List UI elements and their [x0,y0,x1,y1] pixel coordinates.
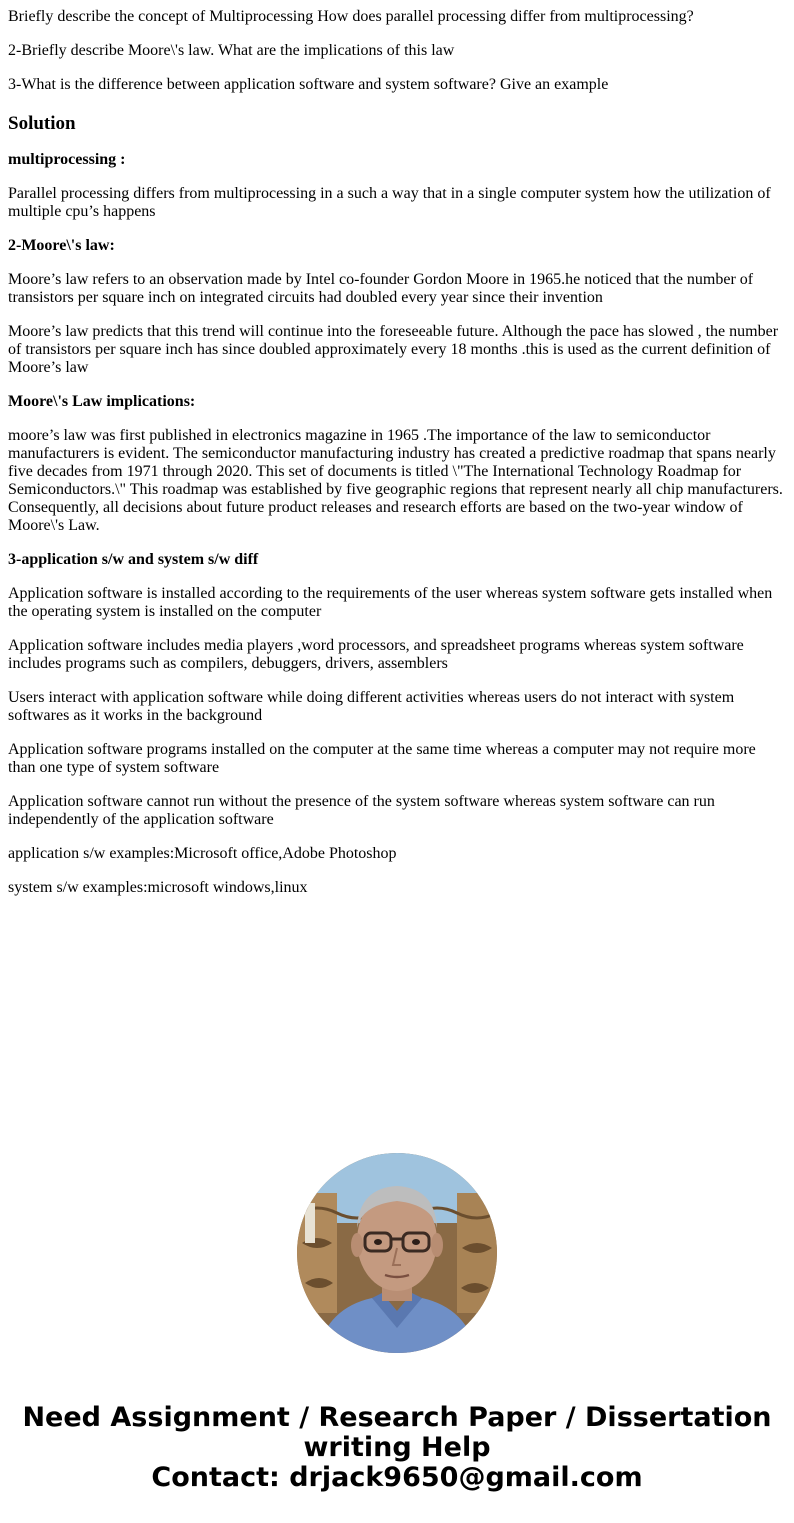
software-paragraph: Application software cannot run without the presence of the system software whereas system software can run independently of the application software [8,793,715,828]
moore-paragraph: Moore’s law predicts that this trend will continue into the foreseeable future. Although the pace has slowed , the number of transistors per square inch has since doubled approximately every 18 months .this is used as the current definition of Moore’s law [8,323,779,376]
avatar [297,1153,497,1353]
implications-text: moore’s law was first published in electronics magazine in 1965 .The importance of the law to semiconductor manufacturers is evident. The semiconductor manufacturing industry has created a predictive roadmap that spans nearly five decades from 1971 through 2020. This set of documents is titled \"The International Technology Roadmap for Semiconductors.\" This roadmap was established by five geographic regions that represent nearly all chip manufacturers. Consequently, all decisions about future product releases and research efforts are based on the two-year window of Moore\'s Law. [8,427,783,534]
system-examples: system s/w examples:microsoft windows,linux [8,879,308,896]
solution-heading: Solution [8,113,76,134]
multiprocessing-heading: multiprocessing : [8,151,126,168]
promo-line-1: Need Assignment / Research Paper / Dissertation [22,1402,772,1433]
question-1: Briefly describe the concept of Multiprocessing How does parallel processing differ from multiprocessing? [8,8,694,25]
software-paragraph: Application software is installed according to the requirements of the user whereas system software gets installed when the operating system is installed on the computer [8,585,773,620]
portrait-image [297,1153,497,1353]
promo-line-2: writing Help [303,1432,491,1463]
moore-paragraph: Moore’s law refers to an observation made by Intel co-founder Gordon Moore in 1965.he noticed that the number of transistors per square inch on integrated circuits had doubled every year since their invention [8,271,754,306]
multiprocessing-text: Parallel processing differs from multiprocessing in a such a way that in a single computer system how the utilization of multiple cpu’s happens [8,185,771,220]
question-3: 3-What is the difference between application software and system software? Give an example [8,76,609,93]
moore-heading: 2-Moore\'s law: [8,237,115,254]
software-paragraph: Application software programs installed on the computer at the same time whereas a computer may not require more than one type of system software [8,741,756,776]
software-paragraph: Users interact with application software while doing different activities whereas users do not interact with system softwares as it works in the background [8,689,735,724]
promo-banner [0,1403,794,1493]
question-2: 2-Briefly describe Moore\'s law. What are the implications of this law [8,42,455,59]
implications-heading: Moore\'s Law implications: [8,393,196,410]
application-examples: application s/w examples:Microsoft office,Adobe Photoshop [8,845,397,862]
promo-contact: Contact: drjack9650@gmail.com [151,1462,643,1493]
software-paragraph: Application software includes media players ,word processors, and spreadsheet programs whereas system software includes programs such as compilers, debuggers, drivers, assemblers [8,637,744,672]
software-heading: 3-application s/w and system s/w diff [8,551,259,568]
